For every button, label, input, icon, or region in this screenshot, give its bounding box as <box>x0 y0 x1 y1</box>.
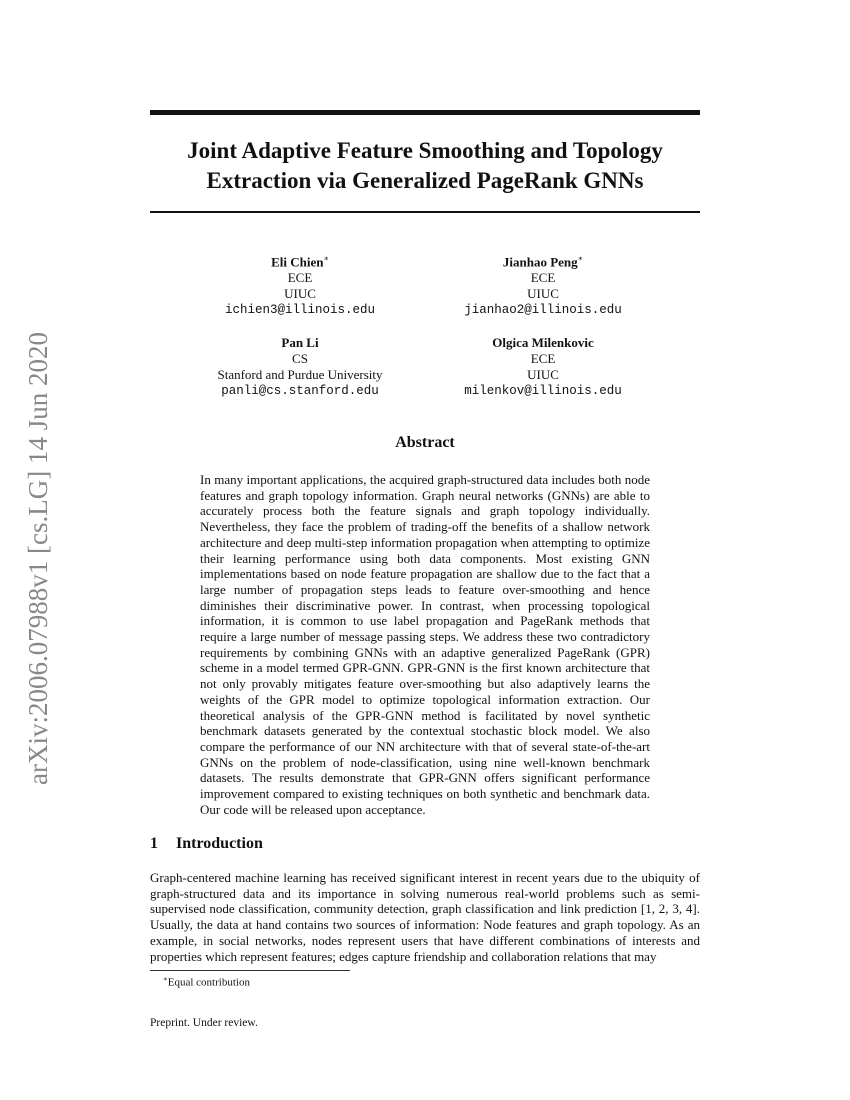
preprint-note: Preprint. Under review. <box>150 1017 258 1029</box>
footnote-mark: ∗ <box>163 975 168 983</box>
introduction-body: Graph-centered machine learning has received significant interest in recent years due to the ubiquity of graph-structured data and its importance in solving numerous real-world problems such as semi-supervised node classification, community detection, graph classification and link prediction [1, 2, 3, 4]. Usually, the data at hand contains two sources of information: Node features and graph topology. As an example, in social networks, nodes represent users that have different combinations of interests and properties which represent features; edges capture friendship and collaboration relations that may <box>150 870 700 964</box>
author-email[interactable]: panli@cs.stanford.edu <box>221 384 379 398</box>
section-number: 1 <box>150 835 158 852</box>
arxiv-side-stamp: arXiv:2006.07988v1 [cs.LG] 14 Jun 2020 <box>23 332 53 785</box>
author-department: ECE <box>530 351 556 366</box>
title-top-rule <box>150 110 700 115</box>
abstract-body: In many important applications, the acquired graph-structured data includes both node features and graph topology information. Graph neural networks (GNNs) are able to accurately process both the feature signals and graph topology individually. Nevertheless, they face the problem of trading-off the benefits of a shallow network architecture and deep multi-step information propagation when attempting to optimize their learning performance using both data components. Most existing GNN implementations based on node feature propagation are shallow due to the fact that a large number of propagation steps leads to feature over-smoothing and hence diminishes their discriminative power. In contrast, when processing topological information, it is common to use label propagation and PageRank methods that require a large number of message passing steps. We address these two contradictory requirements by combining GNNs with an adaptive generalized PageRank (GPR) scheme in a model termed GPR-GNN. GPR-GNN is the first known architecture that not only provably mitigates feature over-smoothing but also adaptively learns the weights of the GPR model to optimize topological information extraction. Our theoretical analysis of the GPR-GNN method is facilitated by novel synthetic benchmark datasets generated by the contextual stochastic block model. We also compare the performance of our NN architecture with that of several state-of-the-art GNNs on the problem of node-classification, using nine well-known benchmark datasets. The results demonstrate that GPR-GNN offers significant performance improvement compared to existing techniques on both synthetic and benchmark data. Our code will be released upon acceptance. <box>200 472 650 817</box>
author-block <box>170 251 430 318</box>
author-name: Jianhao Peng∗ <box>502 254 584 270</box>
author-mark: ∗ <box>577 254 584 263</box>
author-mark: ∗ <box>323 254 329 263</box>
footnote-rule <box>150 970 350 971</box>
author-block <box>413 251 673 318</box>
author-affiliation: UIUC <box>527 286 559 302</box>
section-title: Introduction <box>176 835 263 852</box>
footnote <box>163 975 250 989</box>
title-bottom-rule <box>150 211 700 213</box>
author-name: Pan Li <box>281 335 319 350</box>
author-email[interactable]: jianhao2@illinois.edu <box>464 303 622 318</box>
author-affiliation: UIUC <box>284 286 316 302</box>
abstract-heading: Abstract <box>395 434 455 451</box>
author-block <box>170 335 430 399</box>
author-affiliation: Stanford and Purdue University <box>217 367 383 382</box>
author-name: Olgica Milenkovic <box>492 335 594 350</box>
section-heading <box>150 835 263 853</box>
author-department: ECE <box>530 270 556 286</box>
title-line-1: Joint Adaptive Feature Smoothing and Topology <box>187 138 663 163</box>
author-email[interactable]: ichien3@illinois.edu <box>224 303 376 318</box>
title-line-2: Extraction via Generalized PageRank GNNs <box>206 168 644 193</box>
author-department: CS <box>292 351 308 366</box>
author-name: Eli Chien∗ <box>271 254 329 270</box>
paper-title <box>150 136 700 196</box>
footnote-text: Equal contribution <box>167 976 250 989</box>
author-block <box>413 335 673 399</box>
author-email[interactable]: milenkov@illinois.edu <box>464 384 622 398</box>
author-affiliation: UIUC <box>527 367 559 382</box>
author-department: ECE <box>287 270 313 286</box>
